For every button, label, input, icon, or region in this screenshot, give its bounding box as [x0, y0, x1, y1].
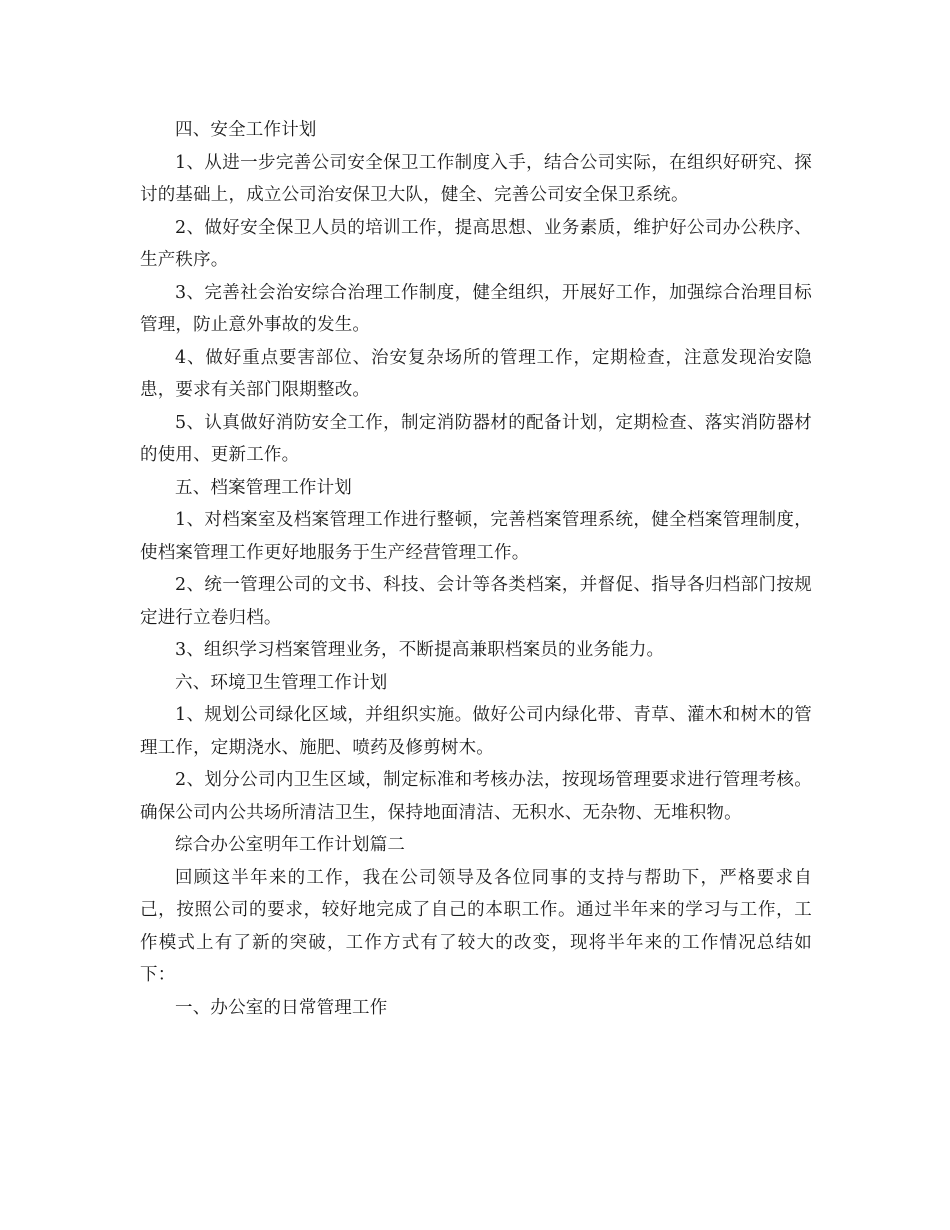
paragraph: 3、完善社会治安综合治理工作制度，健全组织，开展好工作，加强综合治理目标管理，防止意外事故的发生。	[140, 282, 812, 335]
paragraph: 4、做好重点要害部位、治安复杂场所的管理工作，定期检查，注意发现治安隐患，要求有关部门限期整改。	[140, 347, 812, 400]
section-heading-safety: 四、安全工作计划	[175, 120, 317, 140]
paragraph: 5、认真做好消防安全工作，制定消防器材的配备计划，定期检查、落实消防器材的使用、更新工作。	[140, 412, 812, 465]
paragraph: 1、对档案室及档案管理工作进行整顿，完善档案管理系统，健全档案管理制度，使档案管理工作更好地服务于生产经营管理工作。	[140, 510, 812, 563]
paragraph: 2、做好安全保卫人员的培训工作，提高思想、业务素质，维护好公司办公秩序、生产秩序。	[140, 217, 812, 270]
article-title-part-two: 综合办公室明年工作计划篇二	[175, 835, 406, 855]
section-heading-archives: 五、档案管理工作计划	[175, 477, 352, 498]
paragraph: 1、规划公司绿化区域，并组织实施。做好公司内绿化带、青草、灌木和树木的管理工作，定期浇水、施肥、喷药及修剪树木。	[140, 705, 812, 758]
section-heading-environment: 六、环境卫生管理工作计划	[175, 672, 388, 693]
paragraph: 回顾这半年来的工作，我在公司领导及各位同事的支持与帮助下，严格要求自己，按照公司的要求，较好地完成了自己的本职工作。通过半年来的学习与工作，工作模式上有了新的突破，工作方式有了较大的改变，现将半年来的工作情况总结如下：	[140, 867, 812, 985]
paragraph: 2、统一管理公司的文书、科技、会计等各类档案，并督促、指导各归档部门按规定进行立卷归档。	[140, 575, 812, 628]
paragraph: 3、组织学习档案管理业务，不断提高兼职档案员的业务能力。	[175, 640, 665, 660]
paragraph: 1、从进一步完善公司安全保卫工作制度入手，结合公司实际，在组织好研究、探讨的基础上，成立公司治安保卫大队，健全、完善公司安全保卫系统。	[140, 152, 812, 205]
section-heading-office-management: 一、办公室的日常管理工作	[175, 997, 388, 1018]
document-body	[140, 114, 812, 1024]
paragraph: 2、划分公司内卫生区域，制定标准和考核办法，按现场管理要求进行管理考核。确保公司内公共场所清洁卫生，保持地面清洁、无积水、无杂物、无堆积物。	[140, 770, 812, 823]
